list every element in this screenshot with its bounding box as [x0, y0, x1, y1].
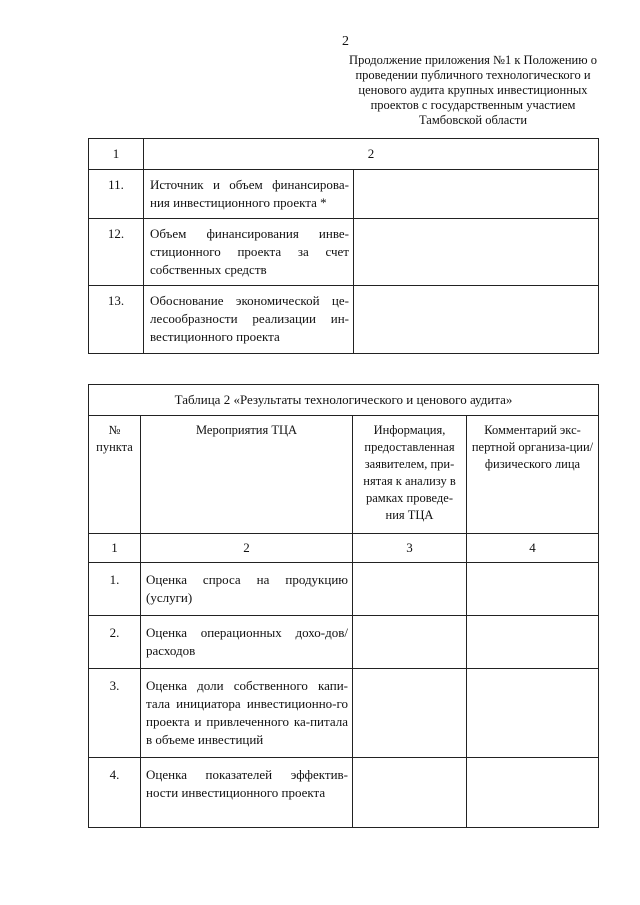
row-label: Источник и объем финансирова-ния инвестиционного проекта * [144, 170, 354, 219]
column-header-number: № пункта [89, 416, 141, 534]
row-label: Оценка операционных дохо-дов/расходов [141, 616, 353, 669]
column-header-applicant-info: Информация, предоставленная заявителем, при-нятая к анализу в рамках проведе-ния ТЦА [353, 416, 467, 534]
row-number: 3. [89, 669, 141, 758]
row-label: Объем финансирования инве-стиционного проекта за счет собственных средств [144, 219, 354, 286]
column-header-expert-comment: Комментарий экс-пертной организа-ции/физического лица [467, 416, 599, 534]
table-title: Таблица 2 «Результаты технологического и ценового аудита» [89, 385, 599, 416]
appendix-header-note: Продолжение приложения №1 к Положению о проведении публичного технологического и ценового аудита крупных инвестиционных проектов с государственным участием Тамбовской области [349, 53, 597, 127]
row-number: 2. [89, 616, 141, 669]
row-info-cell [353, 563, 467, 616]
row-number: 12. [89, 219, 144, 286]
row-number: 4. [89, 758, 141, 828]
row-value-cell [354, 219, 599, 286]
row-value-cell [354, 286, 599, 354]
column-number-4: 4 [467, 534, 599, 563]
row-label: Оценка доли собственного капи-тала инициатора инвестиционно-го проекта и привлеченного ка-питала в объеме инвестиций [141, 669, 353, 758]
row-comment-cell [467, 616, 599, 669]
column-number-2: 2 [141, 534, 353, 563]
row-value-cell [354, 170, 599, 219]
column-header-activities: Мероприятия ТЦА [141, 416, 353, 534]
row-comment-cell [467, 669, 599, 758]
row-label: Оценка показателей эффектив-ности инвестиционного проекта [141, 758, 353, 828]
row-number: 13. [89, 286, 144, 354]
column-number-1: 1 [89, 534, 141, 563]
row-info-cell [353, 669, 467, 758]
column-number-3: 3 [353, 534, 467, 563]
column-header-1: 1 [89, 139, 144, 170]
row-label: Оценка спроса на продукцию (услуги) [141, 563, 353, 616]
row-info-cell [353, 616, 467, 669]
row-number: 1. [89, 563, 141, 616]
table-audit-results [88, 384, 599, 828]
page-number: 2 [342, 34, 349, 49]
column-header-2: 2 [144, 139, 599, 170]
row-comment-cell [467, 563, 599, 616]
row-comment-cell [467, 758, 599, 828]
table-project-financing [88, 138, 599, 354]
row-number: 11. [89, 170, 144, 219]
row-info-cell [353, 758, 467, 828]
row-label: Обоснование экономической це-лесообразности реализации ин-вестиционного проекта [144, 286, 354, 354]
